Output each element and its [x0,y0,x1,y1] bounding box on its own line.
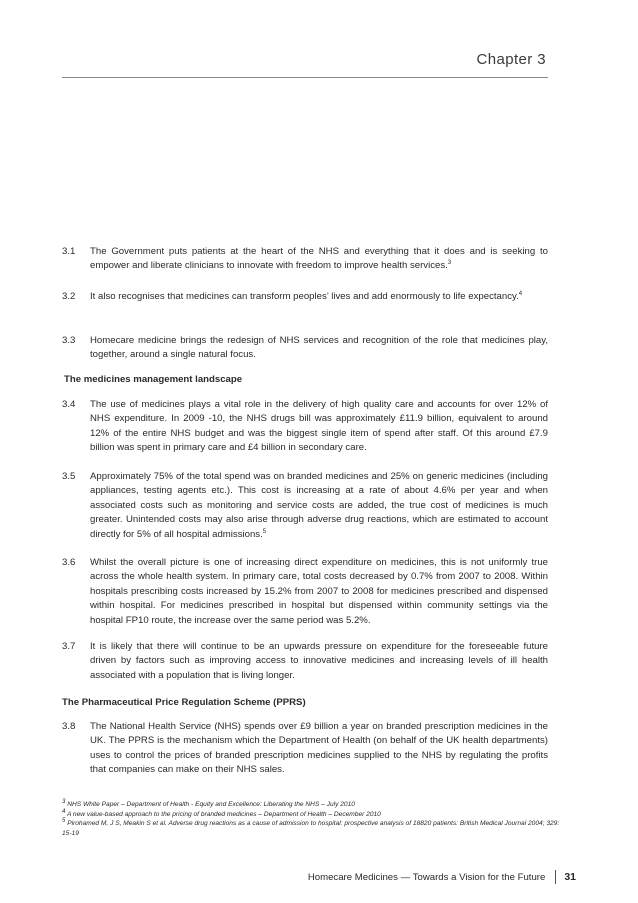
section-heading-pprs: The Pharmaceutical Price Regulation Scheme (PPRS) [62,697,306,708]
page-number: 31 [564,871,576,883]
footnote-text: A new value-based approach to the pricing of branded medicines – Department of Health – December 2010 [66,810,381,818]
paragraph-text: It is likely that there will continue to be an upwards pressure on expenditure for the foreseeable future driven by factors such as improving access to innovative medicines and increasing levels of ill health associated with a population that is living longer. [90,641,548,681]
paragraph-3-8 [62,720,548,778]
footnote-text: Pirohamed M, J S, Meakin S et al. Adverse drug reactions as a cause of admission to hospital: prospective analysis of 18820 patients: British Medical Journal 2004; 329: 15-19 [62,820,560,837]
paragraph-3-6 [62,556,548,628]
paragraph-number: 3.4 [62,399,76,410]
paragraph-text: The Government puts patients at the heart of the NHS and everything that it does and is seeking to empower and liberate clinicians to innovate with freedom to improve health services. [90,246,548,272]
footnote [62,810,562,820]
paragraph-3-4 [62,398,548,456]
paragraph-text: The use of medicines plays a vital role in the delivery of high quality care and accounts for over 12% of NHS expenditure. In 2009 -10, the NHS drugs bill was approximately £11.9 billion, equivalent to around 12% of the entire NHS budget and was the biggest single item of spend after staff. Of this around £7.9 billion was spent in primary care and £4 billion in secondary care. [90,399,548,454]
paragraph-text: Approximately 75% of the total spend was on branded medicines and 25% on generic medicines (including appliances, testing agents etc.). This cost is increasing at a rate of about 4.6% per year and when associated costs such as monitoring and service costs are added, the true cost of medicines is much greater. Unintended costs may also arise through adverse drug reactions, which are estimated to account directly for 5% of all hospital admissions. [90,471,548,540]
paragraph-number: 3.5 [62,471,76,482]
paragraph-number: 3.8 [62,721,76,732]
footer-title: Homecare Medicines [307,871,398,883]
paragraph-number: 3.7 [62,641,76,652]
footnote [62,800,562,810]
paragraph-text: It also recognises that medicines can transform peoples’ lives and add enormously to life expectancy. [90,291,519,302]
footnote-text: NHS White Paper – Department of Health - Equity and Excellence: Liberating the NHS – July 2010 [67,801,355,808]
footnote-marker: 3 [62,798,66,805]
paragraph-number: 3.1 [62,246,76,257]
paragraph-3-3 [62,334,548,363]
footnote-ref: 5 [262,528,267,535]
chapter-divider [62,77,548,78]
footnote-ref: 4 [518,290,523,297]
footnote-ref: 3 [447,260,452,267]
footnote-marker: 4 [62,808,66,815]
paragraph-3-7 [62,640,548,683]
paragraph-3-5 [62,470,548,542]
footer-separator [555,870,556,884]
paragraph-number: 3.2 [62,291,76,302]
footnote-marker: 5 [62,818,66,824]
footnotes [62,800,562,838]
footer-subtitle: — Towards a Vision for the Future [397,871,546,883]
paragraph-number: 3.3 [62,335,76,346]
paragraph-text: Whilst the overall picture is one of increasing direct expenditure on medicines, this is not uniformly true across the whole health system. In primary care, total costs decreased by 0.7% from 2007 to 2008. Within hospitals prescribing costs increased by 15.2% from 2007 to 2008 for medicines prescribed and dispensed within hospital. For medicines prescribed in hospital but dispensed within community settings via the hospital FP10 route, the increase over the same period was 5.2%. [90,557,548,626]
page-footer [308,870,576,884]
paragraph-text: The National Health Service (NHS) spends over £9 billion a year on branded prescription medicines in the UK. The PPRS is the mechanism which the Department of Health (on behalf of the UK health departments) uses to control the prices of branded prescription medicines supplied to the NHS by regulating the profits that companies can make on their NHS sales. [90,721,548,776]
chapter-title: Chapter 3 [476,51,546,68]
paragraph-number: 3.6 [62,557,76,568]
paragraph-3-2 [62,290,548,304]
footnote [62,819,562,838]
paragraph-text: Homecare medicine brings the redesign of NHS services and recognition of the role that medicines play, together, around a single natural focus. [90,335,548,361]
section-heading-landscape: The medicines management landscape [64,374,243,385]
paragraph-3-1 [62,245,548,274]
